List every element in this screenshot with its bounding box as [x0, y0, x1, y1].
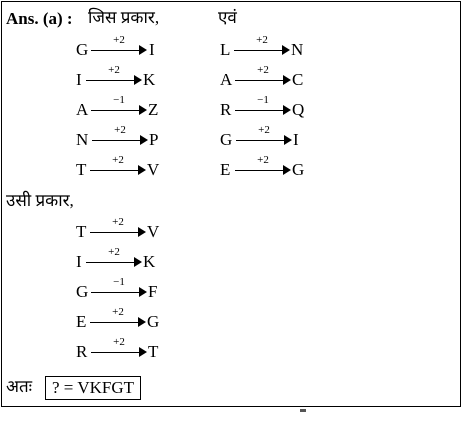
- result-row: [76, 336, 166, 363]
- arrow-icon: [91, 336, 147, 361]
- similar-text: जिस प्रकार,: [88, 8, 160, 27]
- step-label: +2: [112, 306, 124, 318]
- from-letter: L: [220, 40, 231, 59]
- from-letter: T: [76, 222, 87, 241]
- arrow-icon: [235, 64, 291, 89]
- step-label: +2: [108, 64, 120, 76]
- to-letter: C: [292, 70, 304, 89]
- step-label: +2: [108, 246, 120, 258]
- arrow-icon: [235, 154, 291, 179]
- arrow-icon: [86, 64, 142, 89]
- step-label: −1: [257, 94, 269, 106]
- to-letter: Z: [148, 100, 159, 119]
- to-letter: T: [148, 342, 159, 361]
- step-label: +2: [113, 34, 125, 46]
- from-letter: R: [76, 342, 88, 361]
- from-letter: A: [76, 100, 89, 119]
- result-row: [76, 216, 166, 243]
- to-letter: V: [147, 160, 160, 179]
- arrow-icon: [90, 306, 146, 331]
- from-letter: G: [220, 130, 233, 149]
- from-letter: A: [220, 70, 233, 89]
- arrow-icon: [91, 276, 147, 301]
- answer-box: ? = VKFGT: [45, 376, 141, 400]
- result-row: [76, 276, 166, 303]
- step-label: +2: [256, 34, 268, 46]
- right-row: [220, 94, 310, 121]
- to-letter: G: [292, 160, 305, 179]
- arrow-icon: [235, 94, 291, 119]
- arrow-icon: [91, 94, 147, 119]
- arrow-icon: [86, 246, 142, 271]
- left-row: [76, 124, 166, 151]
- left-row: [76, 154, 166, 181]
- from-letter: G: [76, 40, 89, 59]
- right-row: [220, 64, 310, 91]
- step-label: +2: [112, 216, 124, 228]
- left-row: [76, 94, 166, 121]
- left-row: [76, 34, 166, 61]
- step-label: +2: [114, 124, 126, 136]
- result-row: [76, 246, 166, 273]
- same-way-text: उसी प्रकार,: [6, 191, 74, 210]
- from-letter: I: [76, 70, 82, 89]
- conclusion-prefix: अतः: [6, 377, 33, 396]
- right-row: [220, 124, 310, 151]
- speck: [300, 409, 306, 412]
- step-label: +2: [113, 336, 125, 348]
- result-row: [76, 306, 166, 333]
- from-letter: I: [76, 252, 82, 271]
- from-letter: T: [76, 160, 87, 179]
- arrow-icon: [90, 216, 146, 241]
- step-label: +2: [257, 154, 269, 166]
- arrow-icon: [234, 34, 290, 59]
- step-label: +2: [257, 64, 269, 76]
- arrow-icon: [91, 34, 147, 59]
- right-row: [220, 154, 310, 181]
- from-letter: G: [76, 282, 89, 301]
- answer-label: Ans. (a) :: [6, 9, 73, 28]
- and-text: एवं: [218, 8, 237, 27]
- to-letter: Q: [292, 100, 305, 119]
- to-letter: K: [143, 70, 156, 89]
- to-letter: V: [147, 222, 160, 241]
- arrow-icon: [90, 154, 146, 179]
- step-label: −1: [113, 276, 125, 288]
- from-letter: R: [220, 100, 232, 119]
- to-letter: G: [147, 312, 160, 331]
- arrow-icon: [236, 124, 292, 149]
- to-letter: K: [143, 252, 156, 271]
- from-letter: E: [220, 160, 231, 179]
- arrow-icon: [92, 124, 148, 149]
- right-row: [220, 34, 310, 61]
- to-letter: P: [149, 130, 159, 149]
- to-letter: F: [148, 282, 158, 301]
- left-row: [76, 64, 166, 91]
- to-letter: I: [293, 130, 299, 149]
- step-label: −1: [113, 94, 125, 106]
- to-letter: N: [291, 40, 304, 59]
- step-label: +2: [112, 154, 124, 166]
- to-letter: I: [149, 40, 155, 59]
- from-letter: N: [76, 130, 89, 149]
- step-label: +2: [258, 124, 270, 136]
- from-letter: E: [76, 312, 87, 331]
